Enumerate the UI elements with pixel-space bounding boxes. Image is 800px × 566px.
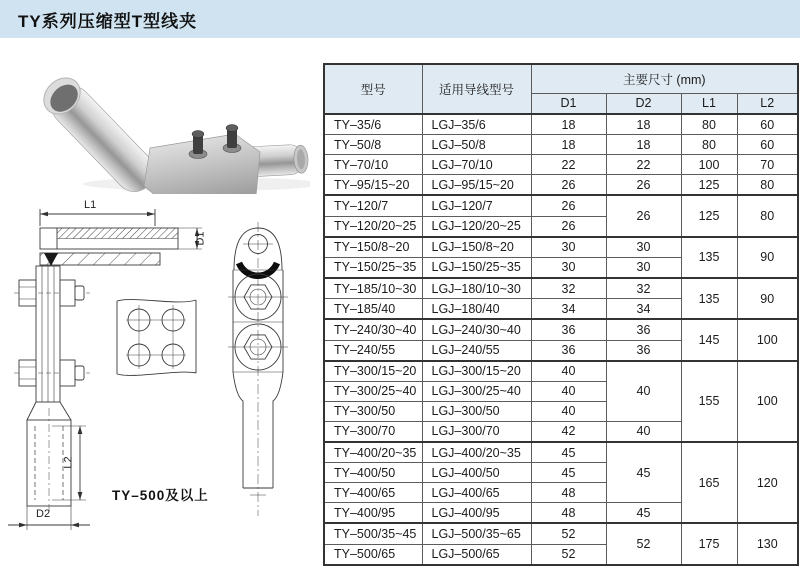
table-cell: TY–400/65 bbox=[324, 483, 422, 503]
table-row bbox=[324, 361, 798, 382]
table-cell: TY–150/25~35 bbox=[324, 257, 422, 278]
table-row bbox=[324, 195, 798, 216]
table-cell: 80 bbox=[681, 114, 737, 135]
table-cell: 60 bbox=[737, 135, 798, 155]
table-cell: 40 bbox=[531, 361, 606, 382]
table-cell: 100 bbox=[737, 361, 798, 442]
table-cell: TY–70/10 bbox=[324, 155, 422, 175]
title-bar bbox=[0, 0, 800, 38]
table-cell: LGJ–300/25~40 bbox=[422, 381, 531, 401]
table-cell: 30 bbox=[531, 237, 606, 258]
table-cell: LGJ–400/95 bbox=[422, 503, 531, 524]
table-cell: 100 bbox=[737, 319, 798, 360]
dim-label-l1: L1 bbox=[84, 199, 97, 211]
side-view bbox=[228, 222, 288, 516]
table-cell: 40 bbox=[606, 421, 681, 442]
table-header-d2: D2 bbox=[606, 93, 681, 114]
page-title: TY系列压缩型T型线夹 bbox=[18, 11, 198, 31]
table-header-dims-group: 主要尺寸 (mm) bbox=[531, 64, 798, 93]
table-row bbox=[324, 237, 798, 258]
top-section-view bbox=[40, 209, 202, 266]
table-cell: 125 bbox=[681, 175, 737, 196]
table-cell: 60 bbox=[737, 114, 798, 135]
table-cell: 45 bbox=[606, 503, 681, 524]
table-cell: 26 bbox=[531, 195, 606, 216]
table-cell: TY–240/30~40 bbox=[324, 319, 422, 340]
table-cell: 30 bbox=[606, 237, 681, 258]
spec-table-body bbox=[324, 114, 798, 565]
table-cell: TY–400/20~35 bbox=[324, 442, 422, 463]
table-cell: LGJ–500/65 bbox=[422, 544, 531, 565]
table-cell: LGJ–240/55 bbox=[422, 340, 531, 361]
table-cell: 165 bbox=[681, 442, 737, 523]
table-row bbox=[324, 175, 798, 196]
table-cell: 36 bbox=[606, 340, 681, 361]
table-cell: TY–400/50 bbox=[324, 463, 422, 483]
table-cell: TY–240/55 bbox=[324, 340, 422, 361]
table-cell: 80 bbox=[681, 135, 737, 155]
table-cell: 135 bbox=[681, 237, 737, 278]
table-cell: TY–300/50 bbox=[324, 401, 422, 421]
table-cell: LGJ–70/10 bbox=[422, 155, 531, 175]
table-cell: 36 bbox=[531, 340, 606, 361]
table-cell: 22 bbox=[531, 155, 606, 175]
table-cell: TY–95/15~20 bbox=[324, 175, 422, 196]
table-row bbox=[324, 135, 798, 155]
table-cell: 100 bbox=[681, 155, 737, 175]
table-cell: LGJ–150/25~35 bbox=[422, 257, 531, 278]
table-cell: 40 bbox=[606, 361, 681, 422]
table-row bbox=[324, 155, 798, 175]
table-cell: LGJ–180/40 bbox=[422, 299, 531, 320]
table-cell: 70 bbox=[737, 155, 798, 175]
table-header-l1: L1 bbox=[681, 93, 737, 114]
table-header-l2: L2 bbox=[737, 93, 798, 114]
table-cell: LGJ–400/20~35 bbox=[422, 442, 531, 463]
table-cell: TY–120/20~25 bbox=[324, 216, 422, 237]
table-cell: TY–185/40 bbox=[324, 299, 422, 320]
table-cell: 18 bbox=[531, 135, 606, 155]
table-cell: 36 bbox=[606, 319, 681, 340]
table-cell: 80 bbox=[737, 195, 798, 236]
table-cell: 48 bbox=[531, 483, 606, 503]
table-cell: 45 bbox=[531, 442, 606, 463]
table-cell: 155 bbox=[681, 361, 737, 442]
table-cell: 135 bbox=[681, 278, 737, 319]
bolt-front-view bbox=[14, 266, 90, 402]
table-cell: 52 bbox=[531, 523, 606, 544]
table-cell: LGJ–240/30~40 bbox=[422, 319, 531, 340]
table-cell: 80 bbox=[737, 175, 798, 196]
table-row bbox=[324, 114, 798, 135]
table-cell: TY–500/35~45 bbox=[324, 523, 422, 544]
table-cell: 45 bbox=[531, 463, 606, 483]
table-header-d1: D1 bbox=[531, 93, 606, 114]
table-cell: LGJ–500/35~65 bbox=[422, 523, 531, 544]
table-cell: 48 bbox=[531, 503, 606, 524]
table-cell: LGJ–180/10~30 bbox=[422, 278, 531, 299]
table-cell: 40 bbox=[531, 401, 606, 421]
table-cell: LGJ–35/6 bbox=[422, 114, 531, 135]
table-cell: TY–150/8~20 bbox=[324, 237, 422, 258]
table-cell: 52 bbox=[531, 544, 606, 565]
table-row bbox=[324, 523, 798, 544]
table-cell: 125 bbox=[681, 195, 737, 236]
table-cell: LGJ–400/50 bbox=[422, 463, 531, 483]
table-cell: LGJ–300/50 bbox=[422, 401, 531, 421]
table-cell: 30 bbox=[531, 257, 606, 278]
spec-table bbox=[323, 63, 799, 566]
table-cell: LGJ–150/8~20 bbox=[422, 237, 531, 258]
table-cell: TY–300/15~20 bbox=[324, 361, 422, 382]
table-cell: TY–120/7 bbox=[324, 195, 422, 216]
plate-hole-view bbox=[117, 300, 196, 376]
table-cell: TY–500/65 bbox=[324, 544, 422, 565]
drawing-caption: TY–500及以上 bbox=[112, 488, 209, 503]
table-cell: LGJ–400/65 bbox=[422, 483, 531, 503]
table-cell: LGJ–120/20~25 bbox=[422, 216, 531, 237]
table-cell: TY–185/10~30 bbox=[324, 278, 422, 299]
dim-label-l2: L2 bbox=[62, 456, 75, 469]
table-cell: 34 bbox=[606, 299, 681, 320]
table-row bbox=[324, 278, 798, 299]
table-cell: TY–35/6 bbox=[324, 114, 422, 135]
table-cell: 130 bbox=[737, 523, 798, 565]
table-cell: LGJ–300/15~20 bbox=[422, 361, 531, 382]
table-row bbox=[324, 442, 798, 463]
dim-label-d1: D1 bbox=[194, 231, 207, 246]
table-header-conductor: 适用导线型号 bbox=[422, 64, 531, 114]
table-cell: TY–50/8 bbox=[324, 135, 422, 155]
table-cell: 36 bbox=[531, 319, 606, 340]
table-cell: 22 bbox=[606, 155, 681, 175]
table-cell: 120 bbox=[737, 442, 798, 523]
table-cell: 32 bbox=[606, 278, 681, 299]
table-cell: TY–300/70 bbox=[324, 421, 422, 442]
table-row bbox=[324, 319, 798, 340]
table-cell: TY–400/95 bbox=[324, 503, 422, 524]
product-photo bbox=[18, 62, 310, 194]
table-cell: 34 bbox=[531, 299, 606, 320]
table-cell: 45 bbox=[606, 442, 681, 503]
table-cell: LGJ–120/7 bbox=[422, 195, 531, 216]
table-cell: 52 bbox=[606, 523, 681, 565]
table-cell: 18 bbox=[606, 135, 681, 155]
table-cell: 26 bbox=[531, 216, 606, 237]
table-cell: 26 bbox=[606, 195, 681, 236]
table-cell: 42 bbox=[531, 421, 606, 442]
table-cell: 26 bbox=[531, 175, 606, 196]
table-cell: TY–300/25~40 bbox=[324, 381, 422, 401]
table-cell: 90 bbox=[737, 278, 798, 319]
table-cell: 18 bbox=[531, 114, 606, 135]
table-cell: 145 bbox=[681, 319, 737, 360]
table-cell: 30 bbox=[606, 257, 681, 278]
table-cell: LGJ–95/15~20 bbox=[422, 175, 531, 196]
table-cell: 18 bbox=[606, 114, 681, 135]
table-header-model: 型号 bbox=[324, 64, 422, 114]
table-cell: LGJ–300/70 bbox=[422, 421, 531, 442]
table-cell: 40 bbox=[531, 381, 606, 401]
table-cell: 175 bbox=[681, 523, 737, 565]
table-cell: LGJ–50/8 bbox=[422, 135, 531, 155]
dim-label-d2: D2 bbox=[36, 508, 51, 520]
table-cell: 90 bbox=[737, 237, 798, 278]
table-cell: 32 bbox=[531, 278, 606, 299]
table-cell: 26 bbox=[606, 175, 681, 196]
